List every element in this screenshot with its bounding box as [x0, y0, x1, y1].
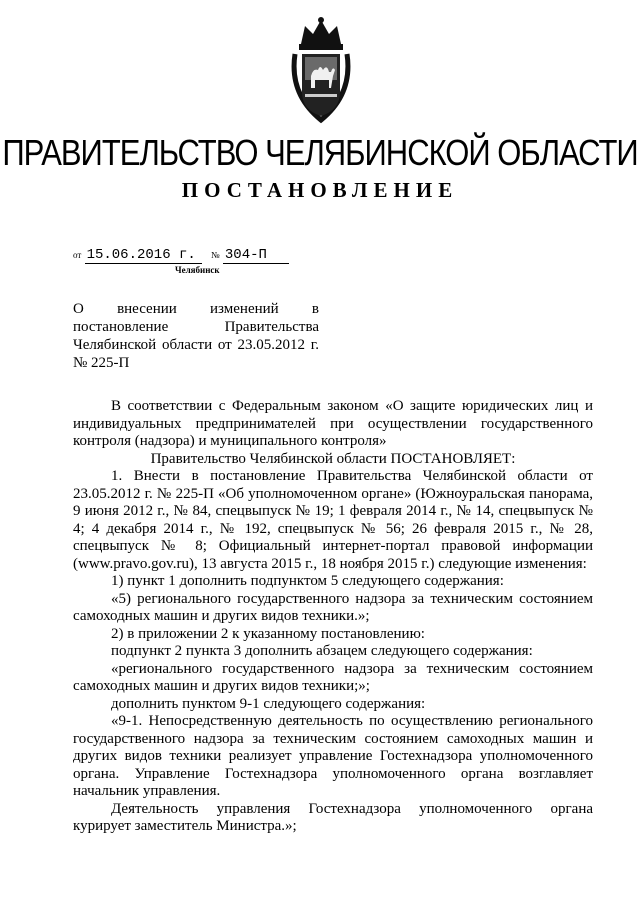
subject-line: № 225-П [73, 355, 130, 371]
body-paragraph: Деятельность управления Гостехнадзора уполномоченного органа курирует заместитель Министра.»; [73, 800, 593, 834]
government-title: ПРАВИТЕЛЬСТВО ЧЕЛЯБИНСКОЙ ОБЛАСТИ [2, 132, 638, 174]
body-paragraph: дополнить пунктом 9-1 следующего содержания: [111, 695, 426, 712]
body-paragraph: «9-1. Непосредственную деятельность по осуществлению регионального государственного надзора за техническим состоянием самоходных машин и других видов техники реализует управление Гостехнадзора уполномоченного органа. Управление Гостехнадзора уполномоченного органа возглавляет начальник управления. [73, 713, 593, 799]
subject-line: Челябинской области от 23.05.2012 г. [73, 337, 319, 353]
document-type: ПОСТАНОВЛЕНИЕ [181, 178, 459, 202]
document-subject [73, 300, 319, 372]
date-prefix: от [73, 250, 82, 260]
body-paragraph: 1) пункт 1 дополнить подпунктом 5 следующего содержания: [111, 573, 504, 589]
subject-line: О внесении изменений в [73, 301, 319, 317]
body-paragraph: «5) регионального государственного надзора за техническим состоянием самоходных машин и других видов техники.»; [73, 590, 593, 624]
document-number: 304-П [223, 247, 289, 264]
body-paragraph: Правительство Челябинской области ПОСТАНОВЛЯЕТ: [150, 450, 516, 467]
body-paragraph: подпункт 2 пункта 3 дополнить абзацем следующего содержания: [111, 643, 533, 659]
coat-of-arms-icon [287, 14, 355, 124]
document-date-line [73, 246, 289, 263]
subject-line: постановление Правительства [73, 319, 319, 335]
document-body [73, 398, 593, 836]
body-paragraph: 1. Внести в постановление Правительства Челябинской области от 23.05.2012 г. № 225-П «Об уполномоченном органе» (Южноуральская панорама, 9 июня 2012 г., № 84, спецвыпуск № 19; 1 февраля 2014 г., № 14, спецвыпуск № 4; 4 декабря 2014 г., № 192, спецвыпуск № 56; 26 февраля 2015 г., № 28, спецвыпуск № 8; Официальный интернет-портал правовой информации (www.pravo.gov.ru), 13 августа 2015 г., 18 ноября 2015 г.) следующие изменения: [73, 468, 593, 572]
document-date: 15.06.2016 г. [85, 247, 202, 264]
body-paragraph: 2) в приложении 2 к указанному постановлению: [111, 625, 425, 642]
city-name: Челябинск [175, 265, 220, 275]
number-prefix: № [211, 250, 220, 260]
body-paragraph: В соответствии с Федеральным законом «О защите юридических лиц и индивидуальных предпринимателей при осуществлении государственного контроля (надзора) и муниципального контроля» [73, 398, 593, 449]
body-paragraph: «регионального государственного надзора за техническим состоянием самоходных машин и других видов техники;»; [73, 660, 593, 694]
